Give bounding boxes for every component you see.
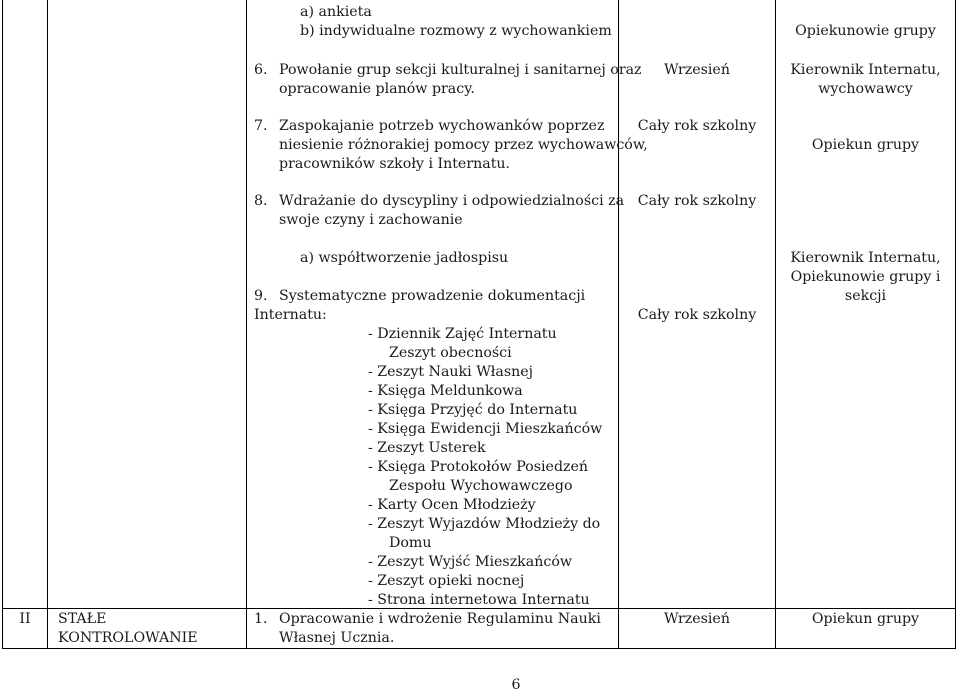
item-number: 8. [254, 193, 268, 209]
responsible-cell: Opiekun grupy [811, 611, 920, 627]
responsible-cell: Opiekun grupy [811, 137, 920, 153]
item-number: 7. [254, 118, 268, 134]
task-text: Powołanie grup sekcji kulturalnej i sanitarnej oraz [279, 62, 642, 78]
doc-list-item: - Dziennik Zajęć Internatu [368, 326, 557, 342]
task-text: Zaspokajanie potrzeb wychowanków poprzez [279, 118, 605, 134]
task-text: niesienie różnorakiej pomocy przez wychowawców, [279, 137, 648, 153]
responsible-cell: wychowawcy [818, 81, 913, 97]
doc-list-item: - Zeszyt Usterek [368, 440, 486, 456]
doc-list-item: - Zeszyt Nauki Własnej [368, 364, 534, 380]
item-number: 9. [254, 288, 268, 304]
doc-list-item: - Strona internetowa Internatu [368, 592, 590, 608]
task-text: Internatu: [254, 307, 327, 323]
doc-list-item: - Księga Protokołów Posiedzeń [368, 459, 589, 475]
section-label: STAŁE [58, 611, 107, 627]
responsible-cell: Opiekunowie grupy i [790, 269, 941, 285]
doc-list-item: Zeszyt obecności [389, 345, 512, 361]
responsible-cell: Kierownik Internatu, [790, 62, 941, 78]
section-roman-numeral: II [19, 611, 31, 627]
section-divider [2, 608, 247, 609]
column-divider-1 [47, 0, 48, 649]
item-number: 6. [254, 62, 268, 78]
task-text: Systematyczne prowadzenie dokumentacji [279, 288, 586, 304]
row-divider [246, 608, 955, 609]
page-number: 6 [511, 677, 521, 693]
doc-list-item: Domu [389, 535, 432, 551]
term-cell: Wrzesień [664, 62, 730, 78]
section-label: KONTROLOWANIE [58, 630, 198, 646]
term-cell: Wrzesień [664, 611, 730, 627]
doc-list-item: - Zeszyt Wyjść Mieszkańców [368, 554, 573, 570]
column-divider-2 [246, 0, 247, 649]
table-border-left [2, 0, 3, 649]
doc-list-item: Zespołu Wychowawczego [389, 478, 573, 494]
term-cell: Cały rok szkolny [637, 307, 757, 323]
doc-list-item: - Księga Ewidencji Mieszkańców [368, 421, 603, 437]
term-cell: Cały rok szkolny [637, 118, 757, 134]
doc-list-item: - Karty Ocen Młodzieży [368, 497, 536, 513]
task-text: opracowanie planów pracy. [279, 81, 475, 97]
responsible-cell: sekcji [844, 288, 887, 304]
survey-option-b: b) indywidualne rozmowy z wychowankiem [300, 23, 612, 39]
task-text: Wdrażanie do dyscypliny i odpowiedzialności za [279, 193, 625, 209]
responsible-cell: Opiekunowie grupy [795, 23, 936, 39]
task-text: pracowników szkoły i Internatu. [279, 156, 511, 172]
doc-list-item: - Zeszyt Wyjazdów Młodzieży do [368, 516, 601, 532]
responsible-cell: Kierownik Internatu, [790, 250, 941, 266]
term-cell: Cały rok szkolny [637, 193, 757, 209]
task-text: Opracowanie i wdrożenie Regulaminu Nauki [279, 611, 601, 627]
doc-list-item: - Zeszyt opieki nocnej [368, 573, 525, 589]
task-text: swoje czyny i zachowanie [279, 212, 463, 228]
task-text: Własnej Ucznia. [279, 630, 395, 646]
sub-item: a) współtworzenie jadłospisu [300, 250, 509, 266]
doc-list-item: - Księga Przyjęć do Internatu [368, 402, 578, 418]
item-number: 1. [254, 611, 268, 627]
doc-list-item: - Księga Meldunkowa [368, 383, 523, 399]
survey-option-a: a) ankieta [300, 4, 372, 20]
table-border-right [955, 0, 956, 649]
table-border-bottom [2, 648, 956, 649]
